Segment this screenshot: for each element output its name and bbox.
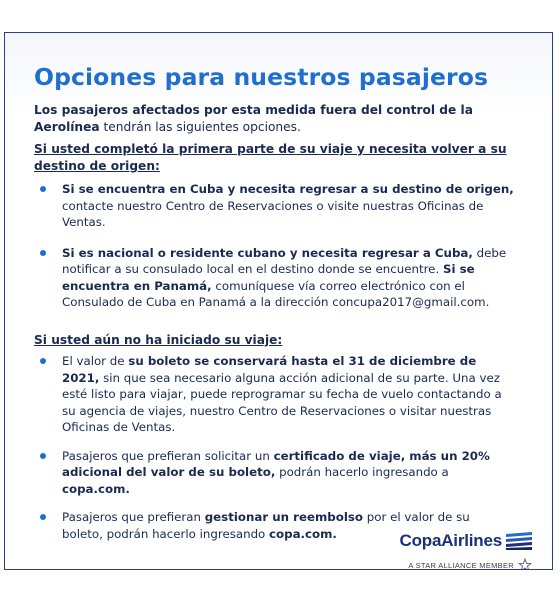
item-bold: su boleto se conservará hasta el 31 de diciembre de 2021, xyxy=(62,354,477,385)
star-alliance-badge xyxy=(408,558,532,570)
list-item xyxy=(34,181,514,231)
section1-heading: Si usted completó la primera parte de su viaje y necesita volver a su destino de origen: xyxy=(34,142,507,173)
section2-list xyxy=(34,353,514,554)
page-title: Opciones para nuestros pasajeros xyxy=(34,63,489,91)
list-item xyxy=(34,353,514,436)
section2-heading: Si usted aún no ha iniciado su viaje: xyxy=(34,333,283,347)
copa-link[interactable]: copa.com. xyxy=(269,526,337,541)
item-text: sin que sea necesario alguna acción adicional de su parte. Una vez esté listo para viajar, puede reprogramar su fecha de vuelo contactando a su agencia de viajes, nuestro Centro de Reservaciones o visitar nuestras Oficinas de Ventas. xyxy=(62,370,502,434)
item-text: debe notificar a su consulado local en el destino donde se encuentre. xyxy=(62,245,507,276)
list-item xyxy=(34,448,514,498)
copa-link[interactable]: copa.com. xyxy=(62,481,130,496)
item-text: contacte nuestro Centro de Reservaciones o visite nuestras Oficinas de Ventas. xyxy=(62,198,484,229)
item-text: Pasajeros que prefieran solicitar un xyxy=(62,448,274,463)
logo-wordmark: CopaAirlines xyxy=(399,531,502,550)
item-text: comuníquese vía correo electrónico con el Consulado de Cuba en Panamá a la dirección concupa2017@gmail.com. xyxy=(62,278,490,309)
alliance-text: A STAR ALLIANCE MEMBER xyxy=(408,560,514,570)
copa-stripes-icon xyxy=(506,532,532,550)
intro-bold: Los pasajeros afectados por esta medida fuera del control de la Aerolínea xyxy=(34,103,473,134)
star-alliance-icon xyxy=(518,558,532,570)
item-bold: Si es nacional o residente cubano y necesita regresar a Cuba, xyxy=(62,245,473,260)
item-bold: Si se encuentra en Cuba y necesita regresar a su destino de origen, xyxy=(62,182,514,196)
item-bold: gestionar un reembolso xyxy=(204,510,364,524)
section1-list xyxy=(34,181,514,325)
bullet-dot-icon xyxy=(40,358,46,364)
copa-airlines-logo xyxy=(400,531,532,551)
intro-rest: tendrán las siguientes opciones. xyxy=(99,120,301,134)
item-bold: Si se encuentra en Panamá, xyxy=(62,262,475,293)
item-text: por el valor de su boleto, podrán hacerlo ingresando xyxy=(62,510,470,541)
list-item xyxy=(34,245,514,311)
bullet-dot-icon xyxy=(40,250,46,256)
item-text: podrán hacerlo ingresando a xyxy=(275,465,449,479)
item-text: El valor de xyxy=(62,354,129,368)
bullet-dot-icon xyxy=(40,453,46,459)
notice-card xyxy=(4,32,553,570)
item-bold: certificado de viaje, más un 20% adicional del valor de su boleto, xyxy=(62,448,490,479)
intro-text xyxy=(34,102,534,136)
bullet-dot-icon xyxy=(40,186,46,192)
item-text: Pasajeros que prefieran xyxy=(62,510,205,524)
bullet-dot-icon xyxy=(40,514,46,520)
